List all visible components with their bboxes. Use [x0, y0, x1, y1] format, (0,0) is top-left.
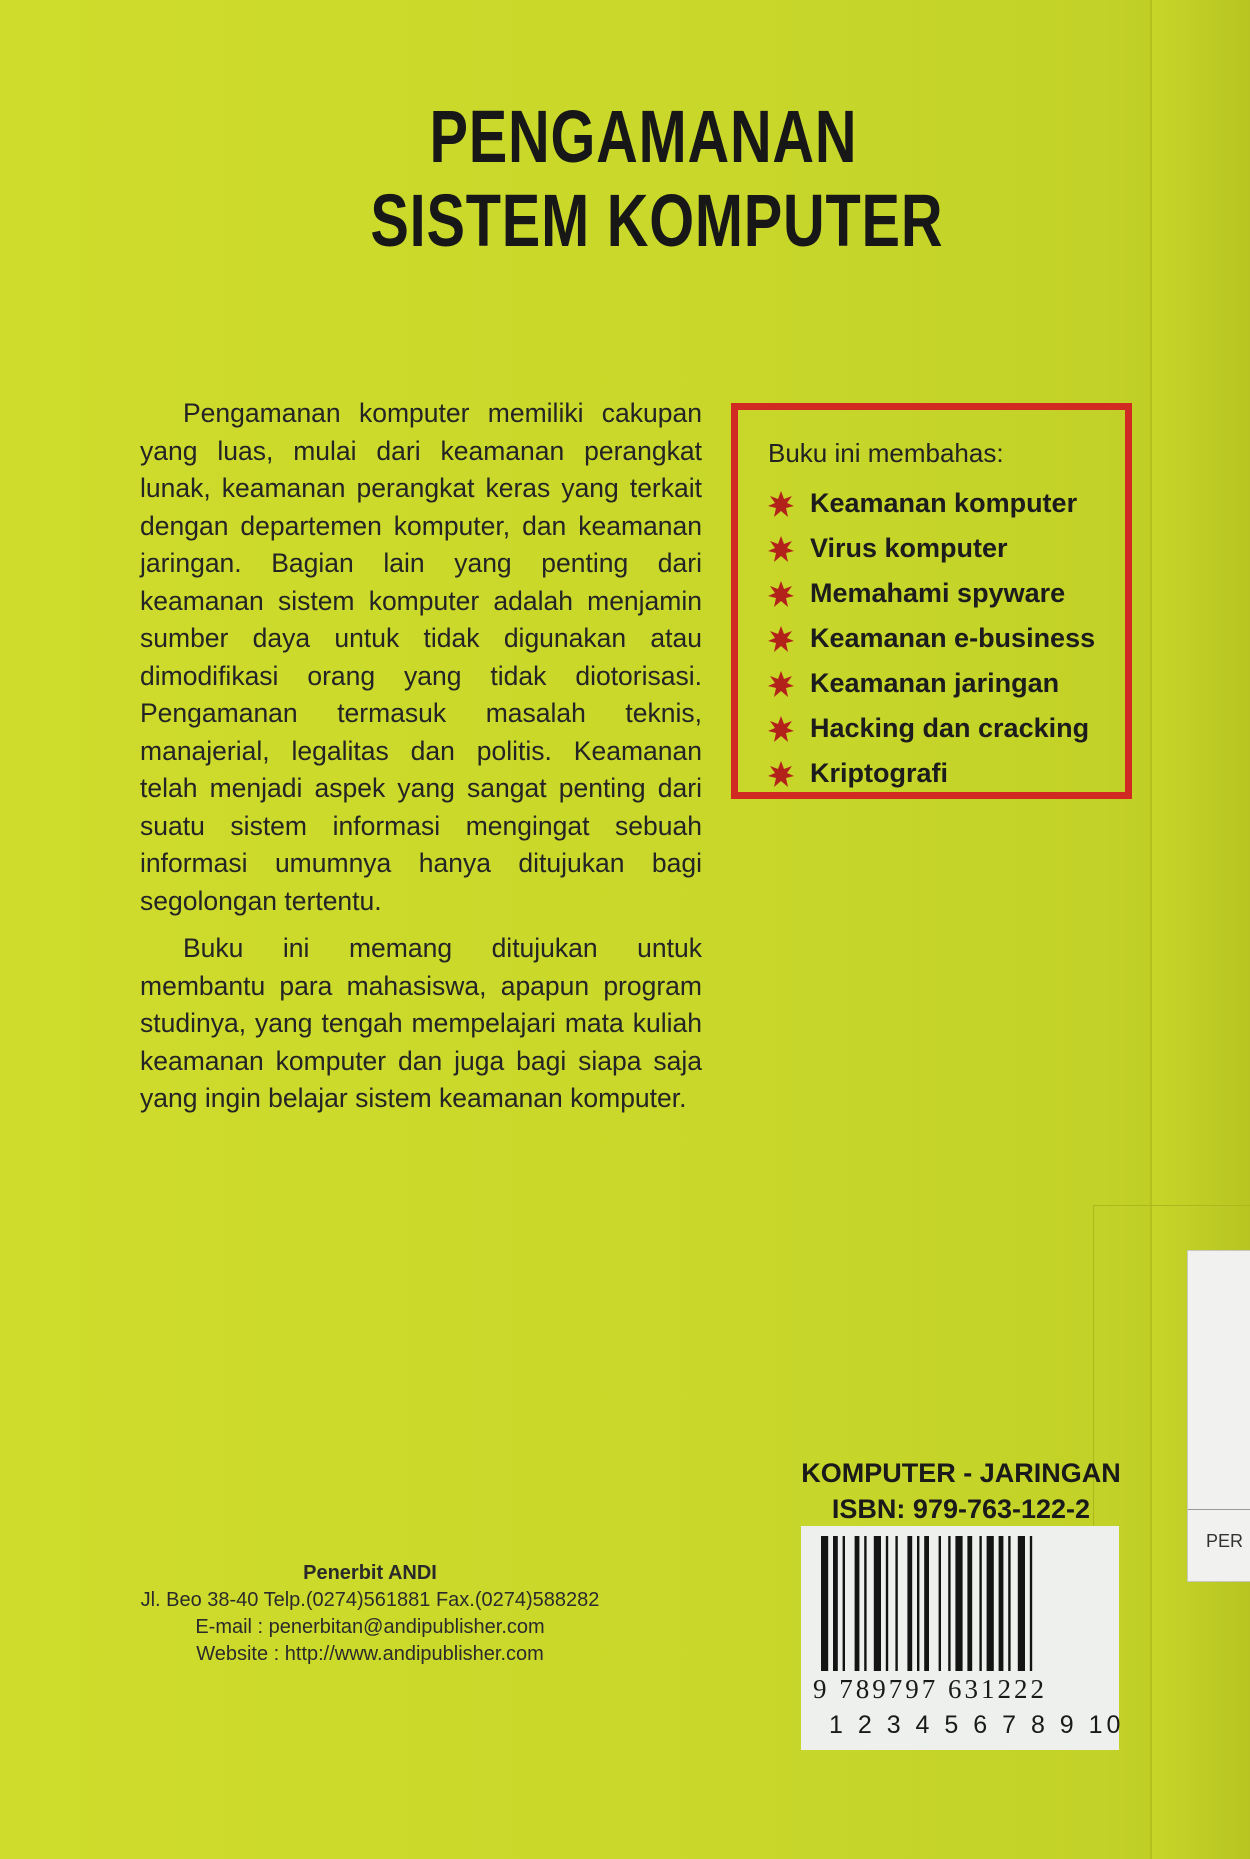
topic-item: [768, 706, 1125, 751]
barcode-bar: [874, 1536, 881, 1671]
topic-item: [768, 481, 1125, 526]
title-line-2: SISTEM KOMPUTER: [370, 179, 944, 262]
barcode-sequence: 1 2 3 4 5 6 7 8 9 10: [829, 1711, 1125, 1739]
publisher-address: Jl. Beo 38-40 Telp.(0274)561881 Fax.(0274)588282: [140, 1589, 600, 1611]
publisher-email: E-mail : penerbitan@andipublisher.com: [195, 1616, 545, 1638]
topic-item: [768, 571, 1125, 616]
barcode-bar: [967, 1536, 972, 1671]
topic-label: Keamanan komputer: [810, 488, 1078, 518]
star-burst-icon: [768, 581, 794, 607]
barcode-bar: [979, 1536, 981, 1671]
book-title: [370, 95, 944, 263]
topics-heading: Buku ini membahas:: [768, 438, 1004, 468]
barcode-bar: [939, 1536, 941, 1671]
barcode-bar: [948, 1536, 950, 1671]
barcode-bar: [924, 1536, 929, 1671]
barcode-bars: [817, 1536, 1107, 1676]
topic-item: [768, 526, 1125, 571]
barcode-bar: [855, 1536, 860, 1671]
description-paragraph-2: Buku ini memang ditujukan untuk membantu para mahasiswa, apapun program studinya, yang tengah mempelajari mata kuliah keamanan komputer dan juga bagi siapa saja yang ingin belajar sistem keamanan komputer.: [140, 933, 702, 1113]
sticker-text: PER: [1206, 1531, 1244, 1551]
barcode-bar: [987, 1536, 994, 1671]
category-label: KOMPUTER - JARINGAN: [801, 1458, 1121, 1488]
publisher-website: Website : http://www.andipublisher.com: [196, 1643, 544, 1665]
barcode-bar: [1030, 1536, 1032, 1671]
barcode-bar: [821, 1536, 828, 1671]
barcode-bar: [1018, 1536, 1025, 1671]
publisher-name: Penerbit ANDI: [303, 1562, 437, 1584]
classification: [786, 1455, 1136, 1527]
library-sticker: [1187, 1250, 1250, 1582]
topic-item: [768, 751, 1125, 796]
barcode: [801, 1526, 1125, 1750]
star-burst-icon: [768, 761, 794, 787]
topic-label: Memahami spyware: [810, 578, 1066, 608]
barcode-bar: [955, 1536, 962, 1671]
barcode-bar: [999, 1536, 1004, 1671]
topic-label: Hacking dan cracking: [810, 713, 1090, 743]
barcode-bar: [895, 1536, 897, 1671]
topics-box: [731, 403, 1132, 799]
star-burst-icon: [768, 626, 794, 652]
publisher-info: [80, 1560, 660, 1668]
description-paragraph-1: Pengamanan komputer memiliki cakupan yang luas, mulai dari keamanan perangkat lunak, keamanan perangkat keras yang terkait dengan departemen komputer, dan keamanan jaringan. Bagian lain yang penting dari keamanan sistem komputer adalah menjamin sumber daya untuk tidak digunakan atau dimodifikasi orang yang tidak diotorisasi. Pengamanan termasuk masalah teknis, manajerial, legalitas dan politis. Keamanan telah menjadi aspek yang sangat penting dari suatu sistem informasi mengingat sebuah informasi umumnya hanya ditujukan bagi segolongan tertentu.: [140, 398, 702, 916]
topic-label: Kriptografi: [810, 758, 948, 788]
star-burst-icon: [768, 716, 794, 742]
title-line-1: PENGAMANAN: [429, 95, 858, 178]
topic-item: [768, 616, 1125, 661]
barcode-bar: [833, 1536, 838, 1671]
star-burst-icon: [768, 671, 794, 697]
isbn-label: ISBN: 979-763-122-2: [831, 1494, 1091, 1524]
barcode-bar: [1008, 1536, 1010, 1671]
barcode-bar: [917, 1536, 919, 1671]
star-burst-icon: [768, 491, 794, 517]
topic-label: Keamanan e-business: [810, 623, 1096, 653]
barcode-bar: [907, 1536, 912, 1671]
topic-item: [768, 661, 1125, 706]
star-burst-icon: [768, 536, 794, 562]
barcode-digits: 9 789797 631222: [813, 1674, 1047, 1704]
barcode-bar: [886, 1536, 888, 1671]
topic-label: Keamanan jaringan: [810, 668, 1060, 698]
sticker-divider: [1188, 1509, 1250, 1510]
barcode-bar: [843, 1536, 845, 1671]
barcode-bar: [864, 1536, 866, 1671]
description: [140, 395, 702, 1128]
topic-label: Virus komputer: [810, 533, 1008, 563]
